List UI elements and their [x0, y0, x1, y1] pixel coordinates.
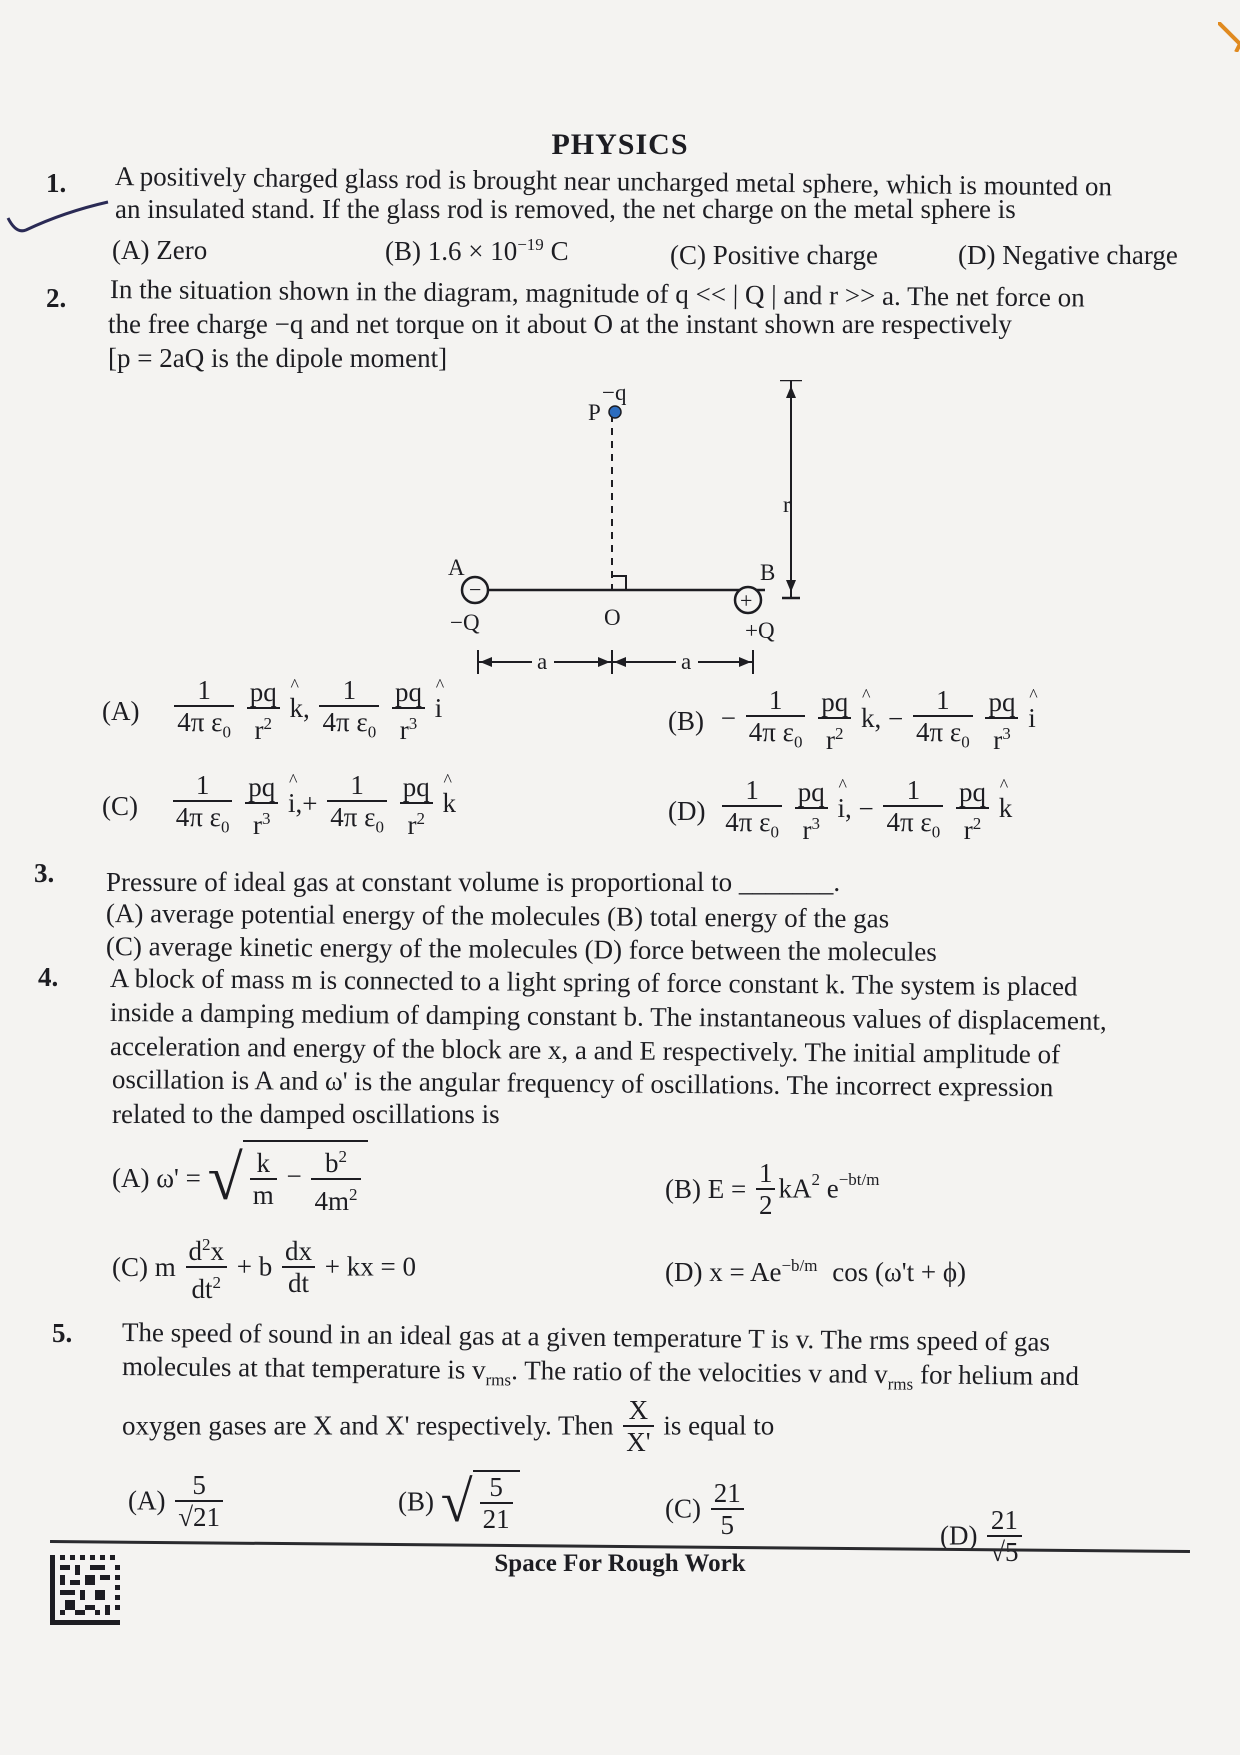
point-label: A [448, 555, 465, 580]
option-a[interactable]: (A) Zero [112, 235, 208, 265]
distance-label: r [783, 492, 791, 517]
option-c[interactable]: (C) $\frac{1}{4\pi \varepsilon_0}$ $\frac{pq}{r^3}$ ^ i,+ $\frac{1}{4\pi \varepsilon_0}$ $\frac{pq}{r^2}$ ^ k [102, 770, 456, 842]
question-text: Pressure of ideal gas at constant volume is proportional to _______. [106, 867, 841, 897]
plus-sign: + [740, 588, 753, 613]
question-text: related to the damped oscillations is [112, 1099, 500, 1129]
distance-label: a [681, 649, 692, 674]
option-d[interactable]: (D) $x = Ae^{-b/m}$ cos (ω't + ϕ) [665, 1256, 967, 1287]
question-options[interactable]: (C) average kinetic energy of the molecules (D) force between the molecules [105, 931, 937, 967]
question-text: inside a damping medium of damping constant b. The instantaneous values of displacement, [109, 997, 1107, 1036]
dipole-diagram [420, 380, 820, 680]
question-number: 5. [52, 1318, 73, 1348]
question-number: 1. [46, 168, 67, 198]
question-text: the free charge −q and net torque on it about O at the instant shown are respectively [108, 309, 1012, 339]
point-label: P [588, 400, 601, 425]
option-a[interactable]: (A) $\frac{5}{√21}$ [128, 1470, 226, 1532]
option-a[interactable]: (A) ω' = √ $\frac{k}{m}$ − $\frac{b^2}{4m^2}$ [112, 1140, 368, 1216]
question-text: oscillation is A and ω' is the angular frequency of oscillations. The incorrect expression [111, 1064, 1054, 1103]
question-number: 2. [46, 283, 67, 313]
option-d[interactable]: (D) Negative charge [958, 240, 1178, 270]
option-b[interactable]: (B) $1.6 \times 10^{-19}$ C [385, 235, 569, 266]
charge-label: −Q [450, 610, 480, 635]
minus-sign: − [469, 577, 482, 602]
question-text: acceleration and energy of the block are x, a and E respectively. The initial amplitude of [109, 1031, 1061, 1070]
option-c[interactable]: (C) Positive charge [670, 240, 878, 270]
option-a[interactable]: (A) $\frac{1}{4\pi \varepsilon_0}$ $\frac{pq}{r^2}$ ^ k, $\frac{1}{4\pi \varepsilon_0}$ $\frac{pq}{r^3}$ ^ i [102, 675, 442, 747]
option-b[interactable]: (B) E = $\frac{1}{2}$ $kA^2$ $e^{-bt/m}$ [665, 1158, 880, 1220]
option-b[interactable]: (B) √ $\frac{5}{21}$ [398, 1470, 520, 1534]
point-label: B [760, 560, 776, 585]
question-options[interactable]: (A) average potential energy of the molecules (B) total energy of the gas [105, 898, 890, 934]
question-text: A block of mass m is connected to a light spring of force constant k. The system is placed [109, 963, 1078, 1002]
pen-tick-mark [4, 200, 114, 240]
question-number: 4. [38, 962, 59, 992]
question-text: [p = 2aQ is the dipole moment] [108, 343, 448, 373]
rough-work-label: Space For Rough Work [494, 1550, 746, 1577]
option-b[interactable]: (B) − $\frac{1}{4\pi \varepsilon_0}$ $\frac{pq}{r^2}$ ^ k, − $\frac{1}{4\pi \varepsilon_0}$ $\frac{pq}{r^3}$ ^ i [668, 685, 1036, 757]
question-text: an insulated stand. If the glass rod is removed, the net charge on the metal sphere is [115, 194, 1016, 224]
page-title: PHYSICS [551, 128, 689, 161]
charge-label: −q [602, 380, 627, 405]
question-text: The speed of sound in an ideal gas at a given temperature T is v. The rms speed of gas [121, 1317, 1051, 1357]
option-c[interactable]: (C) $\frac{21}{5}$ [665, 1478, 747, 1540]
question-text: molecules at that temperature is $v_{rms}$. The ratio of the velocities v and $v_{rms}$ for helium and [121, 1351, 1080, 1394]
question-text: In the situation shown in the diagram, magnitude of q << | Q | and r >> a. The net force on [109, 274, 1085, 313]
datamatrix-code-icon [50, 1555, 120, 1625]
corner-mark [1218, 22, 1240, 52]
distance-label: a [537, 649, 548, 674]
question-text: A positively charged glass rod is brought near uncharged metal sphere, which is mounted on [114, 161, 1113, 202]
option-d[interactable]: (D) $\frac{1}{4\pi \varepsilon_0}$ $\frac{pq}{r^3}$ ^ i, − $\frac{1}{4\pi \varepsilon_0}$ $\frac{pq}{r^2}$ ^ k [668, 775, 1012, 847]
option-c[interactable]: (C) m $\frac{d^2x}{dt^2}$ + b $\frac{dx}{dt}$ + kx = 0 [112, 1230, 416, 1304]
point-label: O [604, 605, 621, 630]
option-d[interactable]: (D) $\frac{21}{√5}$ [940, 1505, 1025, 1567]
question-text: oxygen gases are X and X' respectively. Then $\frac{X}{X'}$ is equal to [122, 1395, 775, 1457]
free-charge-marker [609, 406, 621, 418]
question-number: 3. [34, 858, 55, 888]
charge-label: +Q [745, 618, 775, 643]
